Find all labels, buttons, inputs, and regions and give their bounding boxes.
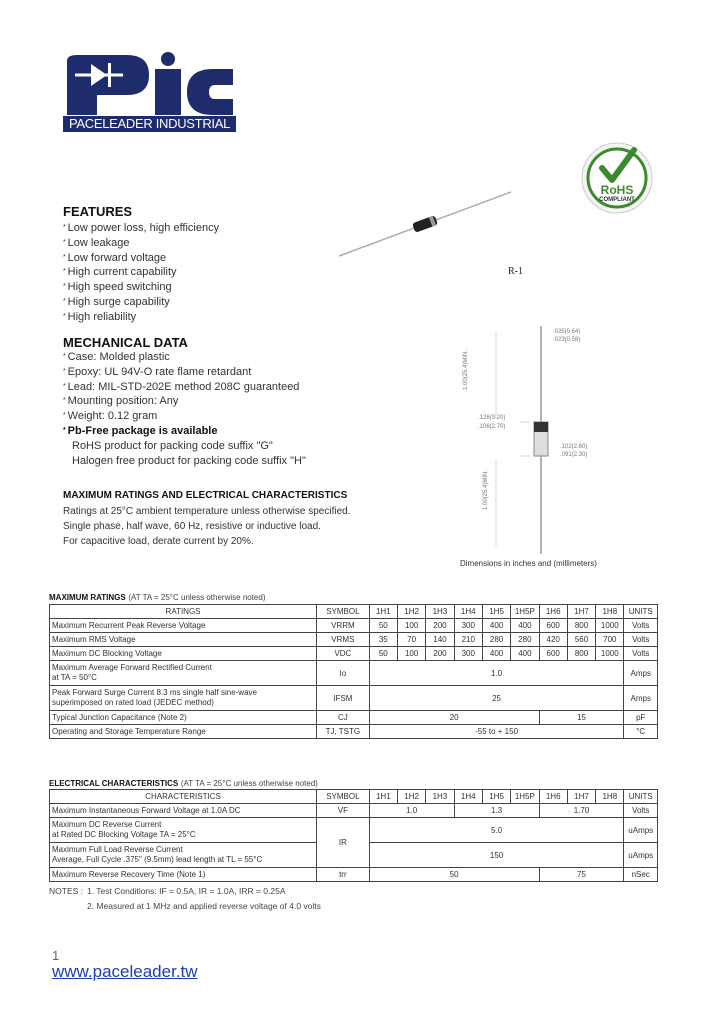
ratings-line: Single phase, half wave, 60 Hz, resistive or inductive load. (63, 520, 321, 532)
ratings-conditions (63, 505, 350, 549)
dim-body-length: .126(3.20) (478, 415, 506, 421)
ratings-line: For capacitive load, derate current by 20%. (63, 535, 254, 547)
table-row: Peak Forward Surge Current 8.3 ms single half sine-wave superimposed on rated load (JEDEC method) IFSM 25 Amps (50, 686, 658, 711)
table-row: Maximum DC Reverse Current at Rated DC Blocking Voltage TA = 25°C IR 5.0 uAmps (50, 818, 658, 843)
table-row: Operating and Storage Temperature Range TJ, TSTG -55 to + 150 °C (50, 725, 658, 739)
dim-top-length: 1.00(25.4)MIN. (463, 349, 469, 390)
ratings-heading: MAXIMUM RATINGS AND ELECTRICAL CHARACTERISTICS (63, 490, 348, 501)
rohs-label: RoHS (600, 183, 634, 197)
ratings-line: Ratings at 25°C ambient temperature unless otherwise specified. (63, 506, 351, 517)
dim-lead-dia-min: .023(0.58) (553, 337, 581, 343)
feature-item: * High reliability (63, 310, 219, 325)
elec-char-title: ELECTRICAL CHARACTERISTICS (AT TA = 25°C unless otherwise noted) (49, 779, 318, 788)
feature-item: * High surge capability (63, 295, 219, 310)
mechanical-item: * Epoxy: UL 94V-O rate flame retardant (63, 365, 306, 380)
mechanical-list (63, 350, 306, 468)
feature-item: * Low power loss, high efficiency (63, 221, 219, 236)
table-header: CHARACTERISTICS SYMBOL 1H1 1H2 1H3 1H4 1H5 1H5P 1H6 1H7 1H8 UNITS (50, 790, 658, 804)
feature-item: * Low forward voltage (63, 251, 219, 266)
mechanical-item: * Mounting position: Any (63, 394, 306, 409)
note-2: 2. Measured at 1 MHz and applied reverse voltage of 4.0 volts (87, 901, 321, 911)
notes-label: NOTES : (49, 886, 84, 896)
dimensions-caption: Dimensions in inches and (millimeters) (460, 559, 597, 568)
features-list (63, 221, 219, 325)
dim-body-dia: .102(2.60) (560, 444, 588, 450)
mechanical-item: * Case: Molded plastic (63, 350, 306, 365)
table-row: Maximum Instantaneous Forward Voltage at 1.0A DC VF 1.0 1.3 1.70 Volts (50, 804, 658, 818)
website-link[interactable]: www.paceleader.tw (52, 962, 198, 981)
table-header: RATINGS SYMBOL 1H1 1H2 1H3 1H4 1H5 1H5P 1H6 1H7 1H8 UNITS (50, 605, 658, 619)
dim-body-dia-min: .091(2.30) (560, 452, 588, 458)
page-number: 1 (52, 948, 60, 963)
table-row: Maximum Full Load Reverse Current Average, Full Cycle .375" (9.5mm) lead length at TL = 55°C 150 uAmps (50, 843, 658, 868)
feature-item: * Low leakage (63, 236, 219, 251)
feature-item: * High current capability (63, 265, 219, 280)
package-name: R-1 (508, 266, 523, 277)
rohs-badge (578, 140, 656, 221)
packing-suffix-h: Halogen free product for packing code suffix "H" (72, 454, 306, 467)
rohs-sub: COMPLIANT (599, 197, 635, 203)
diode-image (335, 188, 515, 260)
feature-item: * High speed switching (63, 280, 219, 295)
mechanical-item: * Pb-Free package is available (63, 424, 306, 439)
company-name: PACELEADER INDUSTRIAL (63, 116, 236, 132)
table-row: Maximum RMS Voltage VRMS 35 70 140 210 280 280 420 560 700 Volts (50, 633, 658, 647)
features-title: FEATURES (63, 204, 133, 219)
note-1: 1. Test Conditions: IF = 0.5A, IR = 1.0A, IRR = 0.25A (87, 886, 286, 896)
max-ratings-table (49, 604, 658, 739)
elec-char-table (49, 789, 658, 882)
max-ratings-title: MAXIMUM RATINGS (AT TA = 25°C unless otherwise noted) (49, 593, 266, 602)
dim-lead-dia: .025(0.64) (553, 329, 581, 335)
mechanical-title: MECHANICAL DATA (63, 335, 188, 350)
mechanical-item: * Weight: 0.12 gram (63, 409, 306, 424)
packing-suffix-g: RoHS product for packing code suffix "G" (72, 439, 273, 452)
table-row: Maximum Recurrent Peak Reverse Voltage VRRM 50 100 200 300 400 400 600 800 1000 Volts (50, 619, 658, 633)
dim-body-length-min: .106(2.70) (478, 424, 506, 430)
table-row: Maximum Reverse Recovery Time (Note 1) trr 50 75 nSec (50, 868, 658, 882)
mechanical-item: * Lead: MIL-STD-202E method 208C guaranteed (63, 380, 306, 395)
table-row: Typical Junction Capacitance (Note 2) CJ 20 15 pF (50, 711, 658, 725)
table-row: Maximum Average Forward Rectified Current at TA = 50°C Io 1.0 Amps (50, 661, 658, 686)
dim-bottom-length: 1.00(25.4)MIN. (483, 469, 489, 510)
table-row: Maximum DC Blocking Voltage VDC 50 100 200 300 400 400 600 800 1000 Volts (50, 647, 658, 661)
